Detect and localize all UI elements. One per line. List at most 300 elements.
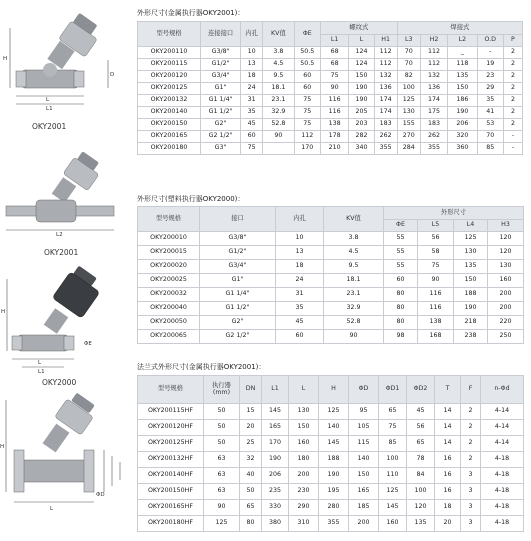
header2-h3: H3 — [488, 220, 524, 232]
dim-label-l4: L — [38, 360, 42, 366]
table-cell: 55 — [384, 232, 418, 246]
table-cell: 16 — [435, 452, 461, 468]
header-h2: H2 — [420, 35, 447, 47]
table-cell: 130 — [488, 260, 524, 274]
table-cell: 235 — [262, 484, 289, 500]
table1-title: 外形尺寸(金属执行器OKY2001)： — [137, 9, 245, 17]
table-cell: 90 — [320, 83, 348, 95]
table-cell: 14 — [435, 404, 461, 420]
dim-label-l2: L2 — [56, 232, 63, 238]
table-cell: 150 — [454, 274, 488, 288]
table-cell: 23 — [477, 71, 503, 83]
table-cell: 4-14 — [481, 420, 524, 436]
table-cell: 50 — [204, 404, 240, 420]
table-cell: 270 — [397, 131, 420, 143]
table-cell: G1" — [200, 274, 276, 288]
table-cell: 174 — [374, 95, 397, 107]
table-cell: 53 — [477, 119, 503, 131]
table-cell: 75 — [320, 71, 348, 83]
table-cell: 118 — [448, 59, 477, 71]
table-cell: G2" — [200, 316, 276, 330]
table-cell: 25 — [240, 436, 262, 452]
model-cell: OKY200125HF — [138, 436, 204, 452]
table-cell: 116 — [418, 302, 454, 316]
dim-label-h-flange: H — [0, 444, 5, 450]
table-cell: 238 — [454, 330, 488, 344]
table-cell: 10 — [241, 47, 263, 59]
table-cell: 50 — [204, 436, 240, 452]
table-cell: 170 — [294, 143, 320, 155]
drawing-label-oky2001-top: OKY2001 — [32, 122, 67, 131]
table-cell: 320 — [448, 131, 477, 143]
table-cell: 2 — [503, 71, 522, 83]
table-cell: 13 — [276, 246, 324, 260]
header-l1: L1 — [320, 35, 348, 47]
table-cell: 23.1 — [324, 288, 384, 302]
model-cell: OKY200040 — [138, 302, 200, 316]
table-cell: 115 — [349, 436, 379, 452]
table-cell: 16 — [435, 468, 461, 484]
header3-model: 型号规格 — [138, 376, 204, 404]
header-l: L — [349, 35, 374, 47]
header3-t: T — [435, 376, 461, 404]
table-cell: 31 — [241, 95, 263, 107]
table-cell: 160 — [379, 516, 407, 532]
table-cell: 190 — [454, 302, 488, 316]
table-cell: 45 — [276, 316, 324, 330]
table-cell: 10 — [276, 232, 324, 246]
table-cell: 14 — [435, 436, 461, 452]
table-cell: G3/8" — [200, 232, 276, 246]
table-cell: 205 — [349, 107, 374, 119]
table-cell: 2 — [461, 404, 481, 420]
table-cell: 112 — [420, 47, 447, 59]
drawing-label-oky2001-mid: OKY2001 — [44, 248, 79, 257]
header3-nphid: n-Φd — [481, 376, 524, 404]
table-cell: 24 — [241, 83, 263, 95]
model-cell: OKY200065 — [138, 330, 200, 344]
table-cell: 218 — [454, 316, 488, 330]
table2-body — [138, 232, 524, 344]
model-cell: OKY200180HF — [138, 516, 204, 532]
header3-phid1: ΦD1 — [379, 376, 407, 404]
table-cell: 130 — [289, 404, 319, 420]
table-cell: 80 — [384, 288, 418, 302]
table-cell: 355 — [420, 143, 447, 155]
table-cell: 56 — [418, 232, 454, 246]
table-cell: 112 — [420, 59, 447, 71]
header3-f: F — [461, 376, 481, 404]
table-cell: 136 — [374, 83, 397, 95]
header-thread-group: 螺纹式 — [320, 22, 397, 35]
table-cell: 45 — [407, 404, 435, 420]
table-cell: 130 — [397, 107, 420, 119]
model-cell: OKY200140 — [138, 107, 201, 119]
table-cell: 85 — [477, 143, 503, 155]
header2-l5: L5 — [418, 220, 454, 232]
table-cell: 340 — [349, 143, 374, 155]
table-cell: 262 — [420, 131, 447, 143]
table-cell: 136 — [420, 83, 447, 95]
table-cell: 2 — [503, 107, 522, 119]
table-cell: 63 — [204, 484, 240, 500]
table-cell: G1 1/2" — [200, 302, 276, 316]
table-cell: 16 — [435, 484, 461, 500]
table-cell: 2 — [503, 95, 522, 107]
table-cell: 75 — [294, 107, 320, 119]
table-cell: 50.5 — [294, 59, 320, 71]
table-cell: 174 — [420, 95, 447, 107]
table-cell: 355 — [319, 516, 349, 532]
header-p: P — [503, 35, 522, 47]
table-cell: 130 — [454, 246, 488, 260]
table-cell: 35 — [241, 107, 263, 119]
table-cell: 63 — [204, 468, 240, 484]
dim-label-phid: ΦD — [96, 492, 105, 498]
header3-l1: L1 — [262, 376, 289, 404]
table-cell: 310 — [289, 516, 319, 532]
table-cell: 95 — [349, 404, 379, 420]
header3-h: H — [319, 376, 349, 404]
table-cell: 58 — [418, 246, 454, 260]
table-cell: 190 — [349, 95, 374, 107]
table-cell: G1 1/4" — [200, 288, 276, 302]
table-cell: 116 — [320, 107, 348, 119]
table-cell: 138 — [320, 119, 348, 131]
header3-l: L — [289, 376, 319, 404]
table-row — [138, 404, 524, 420]
table-cell: 262 — [374, 131, 397, 143]
table-cell: G1 1/4" — [201, 95, 241, 107]
table-cell: 188 — [454, 288, 488, 302]
table-row — [138, 500, 524, 516]
table-cell: 183 — [420, 119, 447, 131]
header-l3: L3 — [397, 35, 420, 47]
header2-phie: ΦE — [384, 220, 418, 232]
table-cell: 4-18 — [481, 516, 524, 532]
table-cell: 200 — [349, 516, 379, 532]
table-cell: 75 — [241, 143, 263, 155]
table-cell: 32.9 — [263, 107, 295, 119]
header-od: O.D — [477, 35, 503, 47]
table-cell: 60 — [294, 71, 320, 83]
table-cell: 185 — [349, 500, 379, 516]
model-cell: OKY200120 — [138, 71, 201, 83]
table-row — [138, 260, 524, 274]
table-cell: G1/2" — [201, 59, 241, 71]
table-cell: 60 — [276, 330, 324, 344]
drawing-label-oky2000: OKY2000 — [42, 378, 77, 387]
table-cell: 135 — [448, 71, 477, 83]
table-cell: 32.9 — [324, 302, 384, 316]
table-cell: 282 — [349, 131, 374, 143]
table-cell: 90 — [324, 330, 384, 344]
table-cell: _ — [448, 47, 477, 59]
table-cell: 145 — [319, 436, 349, 452]
model-cell: OKY200010 — [138, 232, 200, 246]
table-cell: 3 — [461, 468, 481, 484]
table-cell: 78 — [407, 452, 435, 468]
valve-drawing-oky2001-welded — [0, 150, 125, 250]
header2-size-group: 外形尺寸 — [384, 207, 524, 220]
table-row — [138, 274, 524, 288]
model-cell: OKY200115 — [138, 59, 201, 71]
table-cell: 100 — [379, 452, 407, 468]
table-cell: 138 — [418, 316, 454, 330]
table-cell: 132 — [374, 71, 397, 83]
model-cell: OKY200020 — [138, 260, 200, 274]
table-cell: - — [503, 131, 522, 143]
table-cell: 200 — [488, 288, 524, 302]
table-cell: 60 — [384, 274, 418, 288]
table-cell: G2 1/2" — [200, 330, 276, 344]
table-cell: 2 — [461, 452, 481, 468]
table-cell: 70 — [477, 131, 503, 143]
table-cell: 160 — [488, 274, 524, 288]
table-cell: G3/8" — [201, 47, 241, 59]
table-cell: 35 — [276, 302, 324, 316]
table-cell: 90 — [204, 500, 240, 516]
table-cell: 3 — [461, 516, 481, 532]
dim-label-l1: L1 — [46, 106, 53, 112]
dim-label-l5: L1 — [38, 369, 45, 375]
table-cell: 125 — [379, 484, 407, 500]
table-cell: 14 — [435, 420, 461, 436]
model-cell: OKY200132 — [138, 95, 201, 107]
table-row — [138, 47, 523, 59]
table-row — [138, 232, 524, 246]
table-cell: 45 — [241, 119, 263, 131]
header3-phid2: ΦD2 — [407, 376, 435, 404]
table-cell: 55 — [384, 246, 418, 260]
table-row — [138, 131, 523, 143]
table-cell: 150 — [349, 468, 379, 484]
table-cell: 145 — [379, 500, 407, 516]
table-cell: 4-18 — [481, 500, 524, 516]
header-connection: 连接接口 — [201, 22, 241, 47]
table-cell: 190 — [448, 107, 477, 119]
table-cell: 24 — [276, 274, 324, 288]
header-model: 型号规格 — [138, 22, 201, 47]
table-cell: 150 — [349, 71, 374, 83]
table-cell: 125 — [454, 232, 488, 246]
table-cell: 41 — [477, 107, 503, 119]
table-cell: 3 — [461, 500, 481, 516]
table-cell: 165 — [262, 420, 289, 436]
table-cell: 280 — [319, 500, 349, 516]
table-cell: 56 — [407, 420, 435, 436]
table-cell: - — [477, 47, 503, 59]
model-cell: OKY200150HF — [138, 484, 204, 500]
table-cell: 98 — [384, 330, 418, 344]
table-cell: 4.5 — [263, 59, 295, 71]
table-row — [138, 143, 523, 155]
table-cell: 290 — [289, 500, 319, 516]
table-row — [138, 420, 524, 436]
table-cell: 18.1 — [263, 83, 295, 95]
table2-title: 外形尺寸(塑料执行器OKY2000)： — [137, 195, 245, 203]
table-cell: 3.8 — [324, 232, 384, 246]
table-cell: 135 — [407, 516, 435, 532]
header-phie: ΦE — [294, 22, 320, 47]
table-cell: 65 — [379, 404, 407, 420]
model-cell: OKY200015 — [138, 246, 200, 260]
table-cell: 9.5 — [263, 71, 295, 83]
table-cell: 190 — [319, 468, 349, 484]
table-cell: 355 — [374, 143, 397, 155]
table-cell: 165 — [349, 484, 379, 500]
table-cell: 2 — [503, 83, 522, 95]
table-cell: 84 — [407, 468, 435, 484]
table-cell: 2 — [461, 436, 481, 452]
table-cell: 60 — [241, 131, 263, 143]
table-cell: 50.5 — [294, 47, 320, 59]
table-cell: 35 — [477, 95, 503, 107]
model-cell: OKY200165HF — [138, 500, 204, 516]
table-cell: 168 — [418, 330, 454, 344]
table-cell: 160 — [289, 436, 319, 452]
table-cell: 52.8 — [324, 316, 384, 330]
table-cell: G3/4" — [200, 260, 276, 274]
table-cell: 200 — [289, 468, 319, 484]
table-cell: 75 — [418, 260, 454, 274]
table-cell — [263, 143, 295, 155]
table-cell: 116 — [418, 288, 454, 302]
table-cell: G3" — [201, 143, 241, 155]
table-cell: 132 — [420, 71, 447, 83]
table-cell: 52.8 — [263, 119, 295, 131]
table-cell: 140 — [349, 452, 379, 468]
table-cell: 174 — [374, 107, 397, 119]
dim-label-d: D — [110, 72, 115, 78]
table-cell: 188 — [319, 452, 349, 468]
dim-label-h3: H — [1, 309, 6, 315]
table-cell: 40 — [240, 468, 262, 484]
table-cell: 32 — [240, 452, 262, 468]
valve-drawing-flanged — [0, 392, 125, 537]
table-cell: 18 — [241, 71, 263, 83]
table-cell: 2 — [503, 59, 522, 71]
table-cell: G2" — [201, 119, 241, 131]
header-kv: KV值 — [263, 22, 295, 47]
table-row — [138, 119, 523, 131]
table-cell: 150 — [448, 83, 477, 95]
table-cell: 112 — [374, 59, 397, 71]
table-cell: 116 — [320, 95, 348, 107]
header-h1: H1 — [374, 35, 397, 47]
table-cell: 75 — [379, 420, 407, 436]
model-cell: OKY200180 — [138, 143, 201, 155]
table-cell: 90 — [263, 131, 295, 143]
model-cell: OKY200050 — [138, 316, 200, 330]
table-cell: 183 — [374, 119, 397, 131]
table-cell: 250 — [488, 330, 524, 344]
table-cell: 18 — [435, 500, 461, 516]
model-cell: OKY200132HF — [138, 452, 204, 468]
table-cell: 230 — [289, 484, 319, 500]
table-row — [138, 516, 524, 532]
table-cell: 70 — [397, 59, 420, 71]
header2-model: 型号规格 — [138, 207, 200, 232]
table-row — [138, 83, 523, 95]
table-cell: 3.8 — [263, 47, 295, 59]
table-cell: G1/2" — [200, 246, 276, 260]
dim-label-phie: ΦE — [84, 341, 92, 347]
table-cell: 206 — [262, 468, 289, 484]
table-cell: 9.5 — [324, 260, 384, 274]
table-cell: 20 — [240, 420, 262, 436]
table-cell: 186 — [448, 95, 477, 107]
table-cell: 105 — [349, 420, 379, 436]
table-cell: 110 — [379, 468, 407, 484]
table-cell: G1 1/2" — [201, 107, 241, 119]
model-cell: OKY200140HF — [138, 468, 204, 484]
table-cell: 112 — [294, 131, 320, 143]
table-flanged — [137, 375, 524, 532]
table-cell: 125 — [319, 404, 349, 420]
table-row — [138, 484, 524, 500]
table-cell: 4-18 — [481, 468, 524, 484]
table-cell: 220 — [488, 316, 524, 330]
model-cell: OKY200032 — [138, 288, 200, 302]
table-cell: 380 — [262, 516, 289, 532]
table-cell: 65 — [240, 500, 262, 516]
table-cell: 29 — [477, 83, 503, 95]
model-cell: OKY200125 — [138, 83, 201, 95]
table-cell: 4-18 — [481, 452, 524, 468]
header2-connection: 接口 — [200, 207, 276, 232]
table-cell: 75 — [294, 119, 320, 131]
table-cell: 65 — [407, 436, 435, 452]
table-row — [138, 246, 524, 260]
table-row — [138, 330, 524, 344]
table-row — [138, 302, 524, 316]
model-cell: OKY200165 — [138, 131, 201, 143]
table-plastic-actuator — [137, 206, 524, 344]
table-cell: 23.1 — [263, 95, 295, 107]
header3-dn: DN — [240, 376, 262, 404]
dim-label-l: L — [46, 97, 50, 103]
table-row — [138, 452, 524, 468]
table-cell: 4.5 — [324, 246, 384, 260]
valve-drawing-oky2000 — [0, 265, 125, 380]
table-cell: 50 — [204, 420, 240, 436]
valve-drawing-oky2001-threaded — [0, 0, 125, 130]
table-threaded-welded — [137, 21, 523, 155]
table-cell: 360 — [448, 143, 477, 155]
table-cell: 124 — [349, 47, 374, 59]
table-cell: 2 — [503, 47, 522, 59]
table-cell: 75 — [294, 95, 320, 107]
table-cell: 200 — [488, 302, 524, 316]
table-cell: 31 — [276, 288, 324, 302]
table-cell: G3/4" — [201, 71, 241, 83]
header2-bore: 内孔 — [276, 207, 324, 232]
table-cell: 68 — [320, 47, 348, 59]
table-cell: G1" — [201, 83, 241, 95]
table-cell: 2 — [503, 119, 522, 131]
table-row — [138, 95, 523, 107]
table-cell: 124 — [349, 59, 374, 71]
table-cell: 178 — [320, 131, 348, 143]
table-cell: 13 — [241, 59, 263, 71]
table-cell: 68 — [320, 59, 348, 71]
table-row — [138, 288, 524, 302]
table-cell: 100 — [407, 484, 435, 500]
header3-actuator: 执行器(mm) — [204, 376, 240, 404]
table-cell: 80 — [384, 302, 418, 316]
table-cell: 190 — [262, 452, 289, 468]
